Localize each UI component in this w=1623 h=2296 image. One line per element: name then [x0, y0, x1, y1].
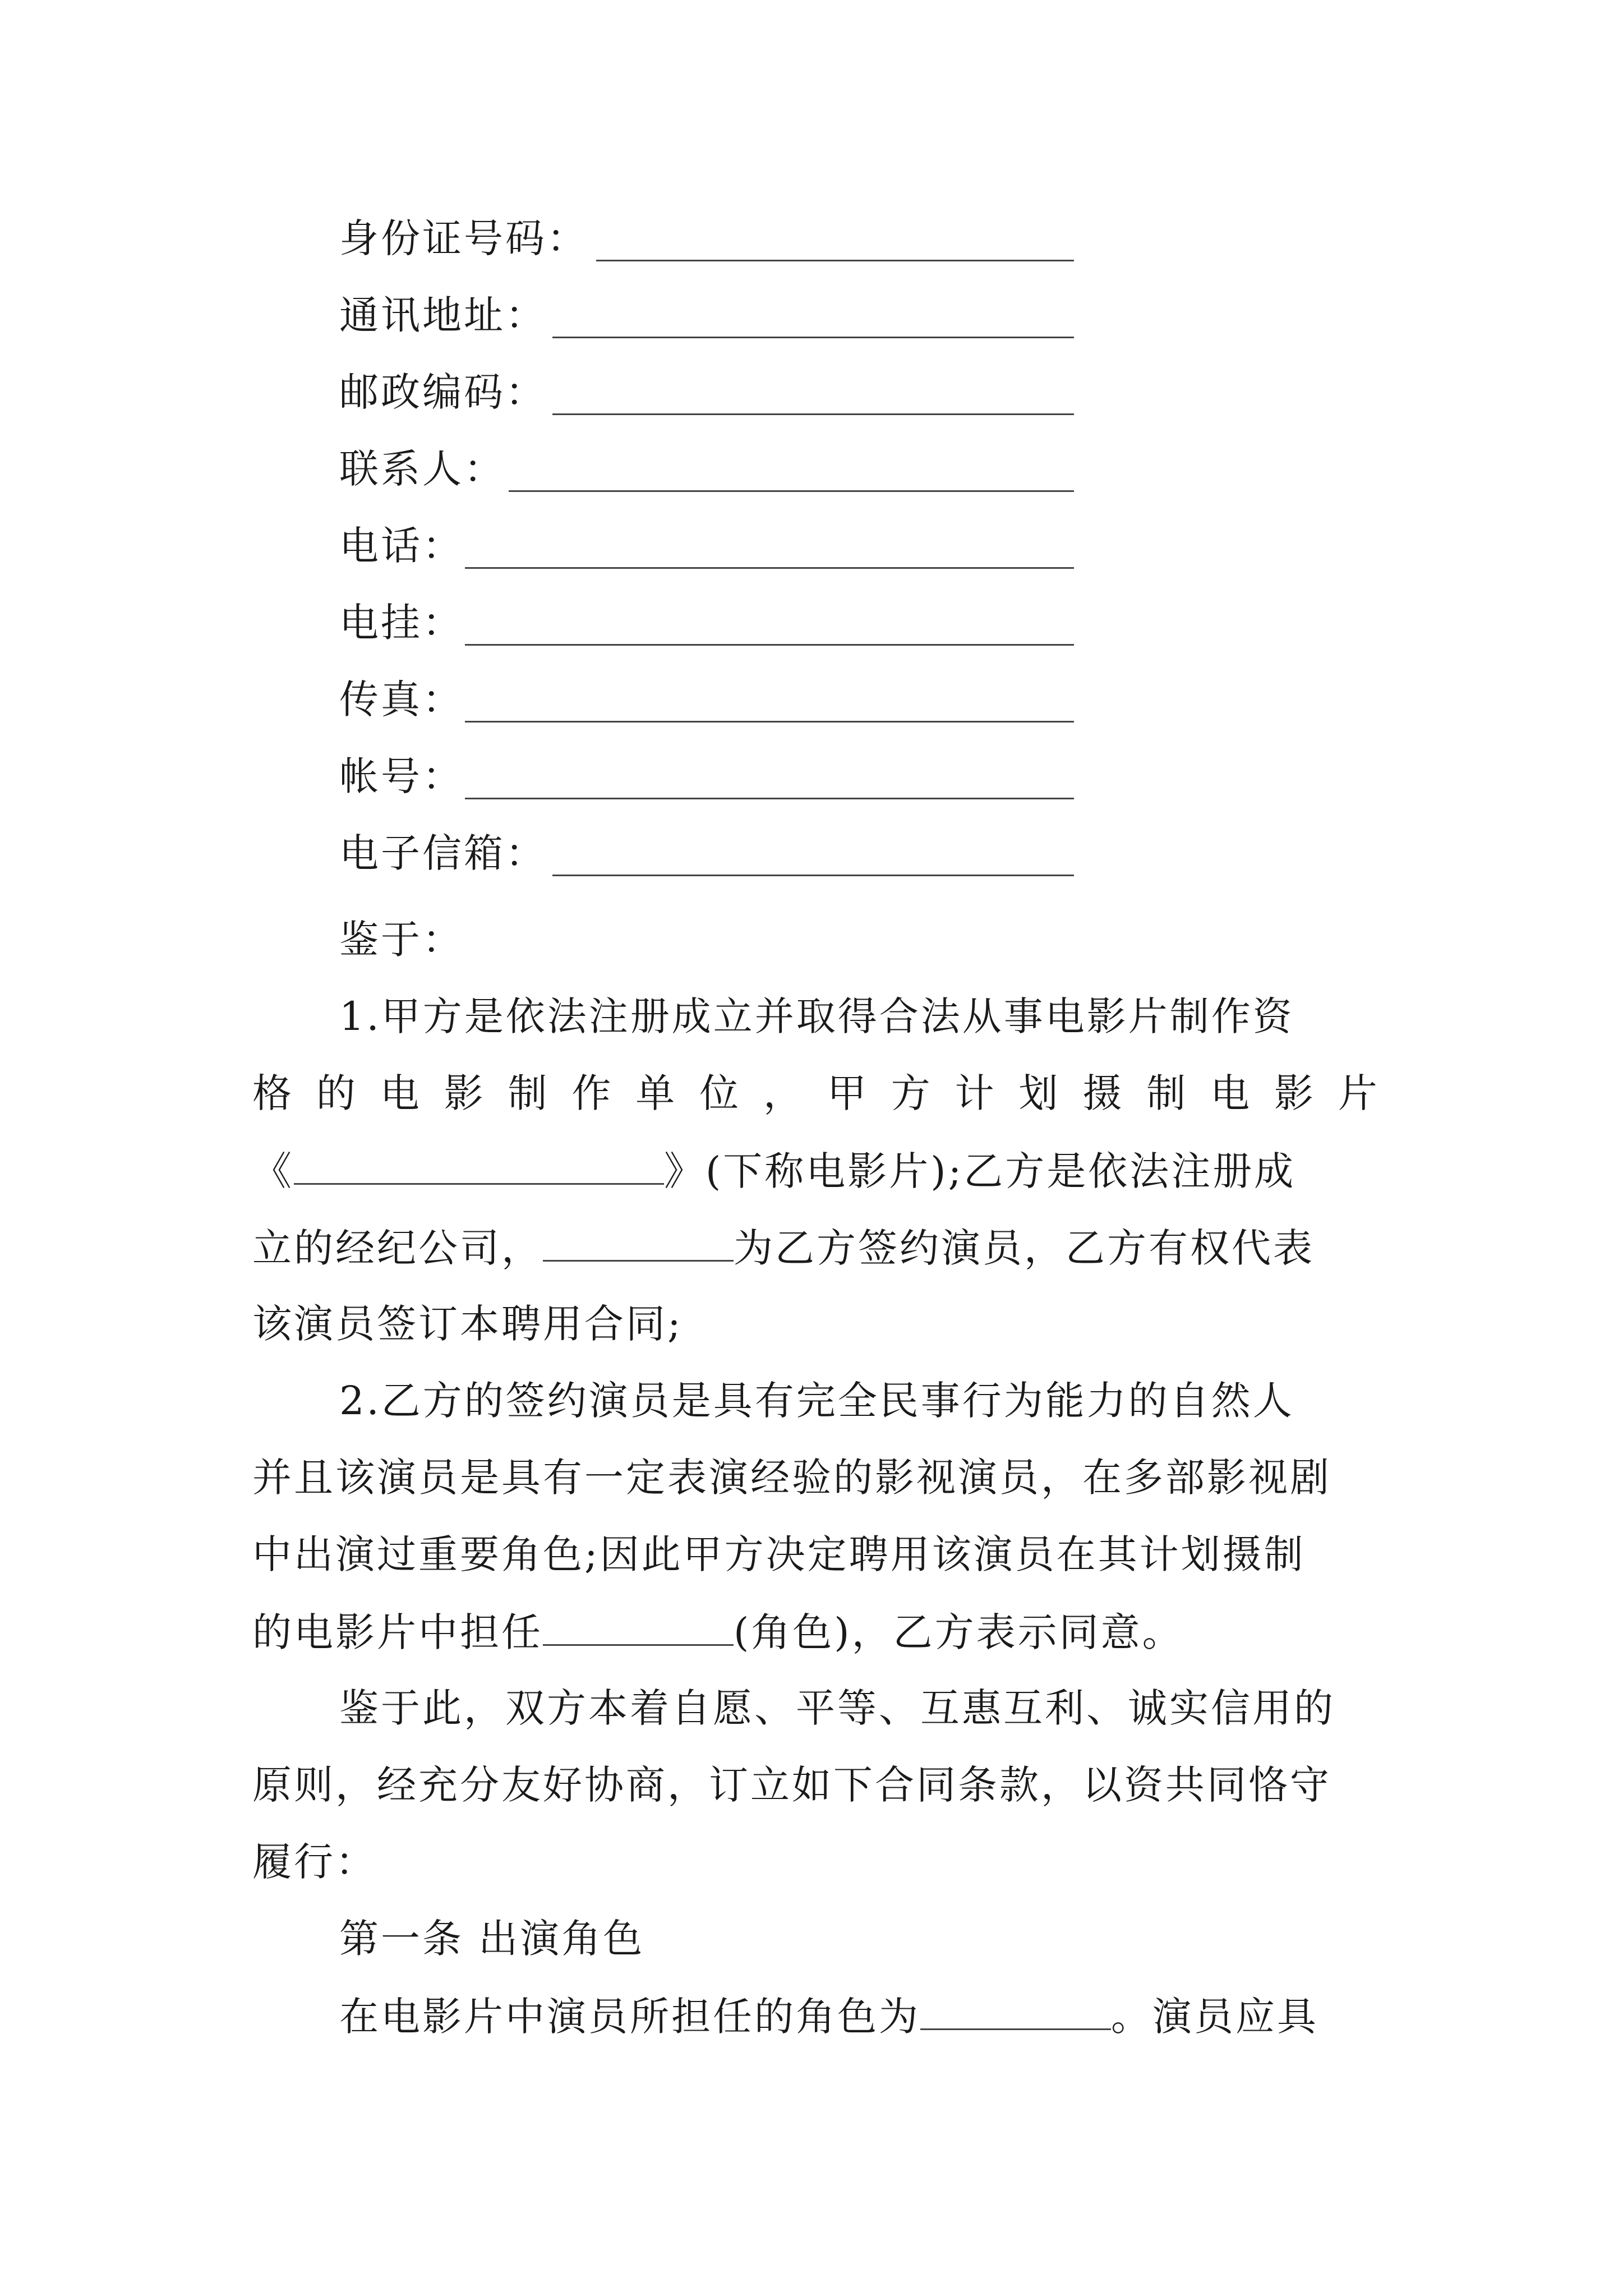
fill-in-line[interactable] — [552, 875, 1074, 876]
field-postcode — [339, 369, 1074, 423]
field-contact — [339, 446, 1074, 500]
para3-line3: 履行： — [252, 1839, 377, 1885]
film-title-blank[interactable] — [294, 1151, 664, 1185]
article1-heading: 第一条 出演角色 — [339, 1916, 645, 1962]
field-cable — [339, 600, 1074, 654]
para3-line2: 原则，经充分友好协商，订立如下合同条款，以资共同恪守 — [252, 1762, 1331, 1808]
para1-line3-text: 》(下称电影片);乙方是依法注册成 — [664, 1148, 1296, 1194]
fill-in-line[interactable] — [596, 260, 1074, 261]
para1-line2-char: 位 — [699, 1070, 741, 1116]
para1-line2-char: 电 — [1210, 1070, 1252, 1116]
fill-in-line[interactable] — [552, 337, 1074, 338]
article1-line1-post: 。演员应具 — [1111, 1994, 1318, 2040]
para2-line3: 中出演过重要角色;因此甲方决定聘用该演员在其计划摄制 — [252, 1531, 1306, 1577]
actor-name-blank[interactable] — [543, 1227, 734, 1262]
para1-line1: 1.甲方是依法注册成立并取得合法从事电影片制作资 — [339, 993, 1294, 1039]
para1-line2-char: 甲 — [827, 1070, 869, 1116]
para2-line4 — [252, 1609, 1380, 1655]
field-phone — [339, 523, 1074, 577]
para1-line2-char: ， — [763, 1070, 805, 1116]
article1-role-blank[interactable] — [920, 1996, 1111, 2030]
para1-line2-char: 片 — [1338, 1070, 1380, 1116]
whereas-heading: 鉴于： — [339, 917, 464, 963]
fill-in-line[interactable] — [465, 798, 1074, 799]
para1-line2-char: 格 — [252, 1070, 294, 1116]
field-label: 电话： — [339, 523, 464, 569]
para1-line3 — [252, 1148, 1380, 1194]
para1-line2-char: 划 — [1018, 1070, 1061, 1116]
fill-in-line[interactable] — [465, 567, 1074, 569]
field-label: 电挂： — [339, 600, 464, 646]
para1-line4 — [252, 1225, 1380, 1271]
field-email — [339, 830, 1074, 884]
para2-line4-post: (角色)，乙方表示同意。 — [734, 1609, 1184, 1655]
para1-line2-char: 影 — [444, 1070, 486, 1116]
field-label: 帐号： — [339, 753, 464, 799]
fill-in-line[interactable] — [465, 644, 1074, 646]
fill-in-line[interactable] — [552, 413, 1074, 415]
para1-line2-char: 方 — [891, 1070, 933, 1116]
para1-line2-char: 单 — [635, 1070, 677, 1116]
para1-line2-char: 电 — [380, 1070, 422, 1116]
para1-line5: 该演员签订本聘用合同; — [252, 1301, 683, 1347]
para2-line1: 2.乙方的签约演员是具有完全民事行为能力的自然人 — [339, 1378, 1294, 1424]
para3-line1: 鉴于此，双方本着自愿、平等、互惠互利、诚实信用的 — [339, 1685, 1335, 1731]
field-label: 传真： — [339, 677, 464, 723]
book-open-bracket: 《 — [252, 1148, 294, 1194]
para1-line2-char: 影 — [1274, 1070, 1316, 1116]
fill-in-line[interactable] — [465, 721, 1074, 723]
para2-line2: 并且该演员是具有一定表演经验的影视演员，在多部影视剧 — [252, 1455, 1331, 1501]
para1-line2-char: 摄 — [1082, 1070, 1124, 1116]
para1-line4-pre: 立的经纪公司， — [252, 1225, 543, 1271]
para1-line2-char: 制 — [508, 1070, 550, 1116]
para1-line2-char: 的 — [316, 1070, 358, 1116]
field-fax — [339, 677, 1074, 730]
field-account — [339, 753, 1074, 807]
para1-line4-post: 为乙方签约演员，乙方有权代表 — [734, 1225, 1315, 1271]
field-label: 身份证号码： — [339, 215, 588, 261]
article1-line1-pre: 在电影片中演员所担任的角色为 — [339, 1994, 920, 2040]
field-label: 电子信箱： — [339, 830, 547, 876]
para2-line4-pre: 的电影片中担任 — [252, 1609, 543, 1655]
para1-line2 — [252, 1070, 1380, 1116]
field-label: 联系人： — [339, 446, 505, 492]
role-blank[interactable] — [543, 1612, 734, 1646]
para1-line2-char: 作 — [571, 1070, 614, 1116]
field-address — [339, 292, 1074, 346]
para1-line2-char: 计 — [955, 1070, 997, 1116]
field-label: 邮政编码： — [339, 369, 547, 415]
para1-line2-char: 制 — [1146, 1070, 1188, 1116]
field-label: 通讯地址： — [339, 292, 547, 338]
fill-in-line[interactable] — [509, 490, 1074, 492]
field-id-number — [339, 215, 1074, 269]
article1-line1 — [339, 1994, 1318, 2040]
